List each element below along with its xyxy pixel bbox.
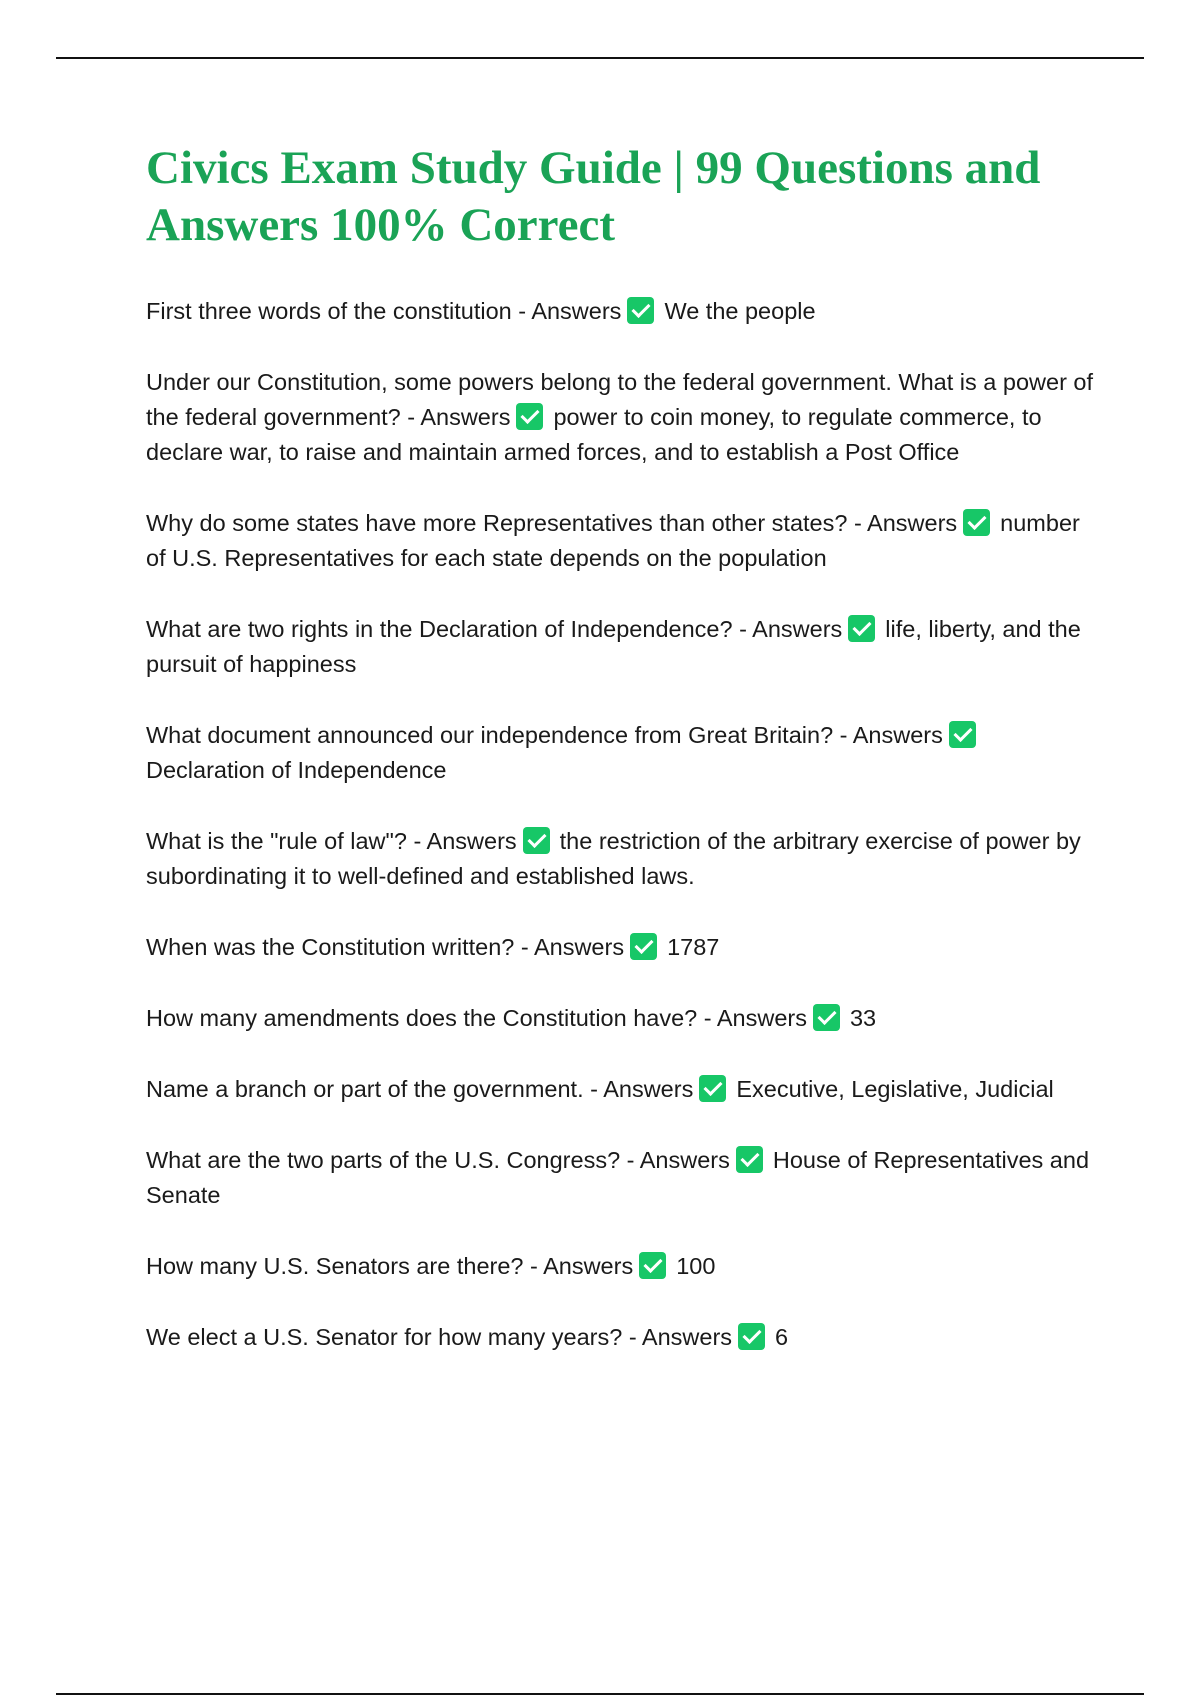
separator: - [622, 1324, 642, 1350]
qa-item [146, 1249, 1096, 1284]
bottom-rule [56, 1693, 1144, 1695]
question-text: How many amendments does the Constitution have? [146, 1005, 698, 1031]
qa-item [146, 930, 1096, 965]
checkmark-icon [516, 403, 543, 430]
separator: - [833, 722, 853, 748]
qa-item [146, 1072, 1096, 1107]
separator: - [523, 1253, 544, 1279]
checkmark-icon [736, 1146, 763, 1173]
question-text: What are the two parts of the U.S. Congress? [146, 1147, 621, 1173]
answer-text: Declaration of Independence [146, 757, 447, 783]
checkmark-icon [963, 509, 990, 536]
question-text: First three words of the constitution [146, 298, 512, 324]
answers-label: Answers [852, 722, 943, 748]
answer-text: House of Representatives and Senate [146, 1147, 1090, 1208]
question-text: We elect a U.S. Senator for how many years? [146, 1324, 623, 1350]
question-text: How many U.S. Senators are there? [146, 1253, 524, 1279]
separator: - [697, 1005, 717, 1031]
answer-text: Executive, Legislative, Judicial [736, 1076, 1054, 1102]
qa-item [146, 1143, 1096, 1213]
separator: - [583, 1076, 604, 1102]
answers-label: Answers [426, 828, 517, 854]
checkmark-icon [813, 1004, 840, 1031]
question-text: What are two rights in the Declaration of Independence? [146, 616, 733, 642]
separator: - [514, 934, 534, 960]
document-title: Civics Exam Study Guide | 99 Questions and Answers 100% Correct [146, 142, 1041, 251]
qa-list [146, 294, 1096, 1355]
answer-text: the restriction of the arbitrary exercise of power by subordinating it to well-defined and established laws. [146, 828, 1081, 889]
answer-text: 6 [775, 1324, 789, 1350]
checkmark-icon [738, 1323, 765, 1350]
answer-text: power to coin money, to regulate commerce, to declare war, to raise and maintain armed forces, and to establish a Post Office [146, 404, 1042, 465]
answers-label: Answers [867, 510, 958, 536]
qa-item [146, 1001, 1096, 1036]
document-body [146, 140, 1096, 1391]
checkmark-icon [699, 1075, 726, 1102]
separator: - [847, 510, 868, 536]
qa-item [146, 506, 1096, 576]
checkmark-icon [523, 827, 550, 854]
answer-text: life, liberty, and the pursuit of happiness [146, 616, 1081, 677]
checkmark-icon [848, 615, 875, 642]
separator: - [400, 404, 421, 430]
checkmark-icon [630, 933, 657, 960]
answers-label: Answers [639, 1147, 730, 1173]
separator: - [732, 616, 753, 642]
question-text: What document announced our independence from Great Britain? [146, 722, 834, 748]
answer-text: 100 [676, 1253, 716, 1279]
answers-label: Answers [420, 404, 511, 430]
separator: - [511, 298, 532, 324]
qa-item [146, 294, 1096, 329]
answers-label: Answers [752, 616, 843, 642]
question-text: What is the "rule of law"? [146, 828, 407, 854]
answers-label: Answers [531, 298, 622, 324]
checkmark-icon [639, 1252, 666, 1279]
qa-item [146, 1320, 1096, 1355]
answers-label: Answers [716, 1005, 807, 1031]
answer-text: We the people [664, 298, 816, 324]
qa-item [146, 718, 1096, 788]
answers-label: Answers [533, 934, 625, 960]
qa-item [146, 612, 1096, 682]
top-rule [56, 57, 1144, 59]
question-text: Under our Constitution, some powers belong to the federal government. What is a power of the federal government? [146, 369, 1094, 430]
question-text: Name a branch or part of the government. [146, 1076, 584, 1102]
answer-text: number of U.S. Representatives for each state depends on the population [146, 510, 1080, 571]
question-text: When was the Constitution written? [146, 934, 515, 960]
answers-label: Answers [641, 1324, 733, 1350]
qa-item [146, 365, 1096, 470]
checkmark-icon [627, 297, 654, 324]
question-text: Why do some states have more Representatives than other states? [146, 510, 848, 536]
answers-label: Answers [543, 1253, 634, 1279]
separator: - [620, 1147, 640, 1173]
answers-label: Answers [603, 1076, 694, 1102]
answer-text: 33 [849, 1005, 877, 1031]
answer-text: 1787 [667, 934, 720, 960]
checkmark-icon [949, 721, 976, 748]
qa-item [146, 824, 1096, 894]
separator: - [406, 828, 427, 854]
